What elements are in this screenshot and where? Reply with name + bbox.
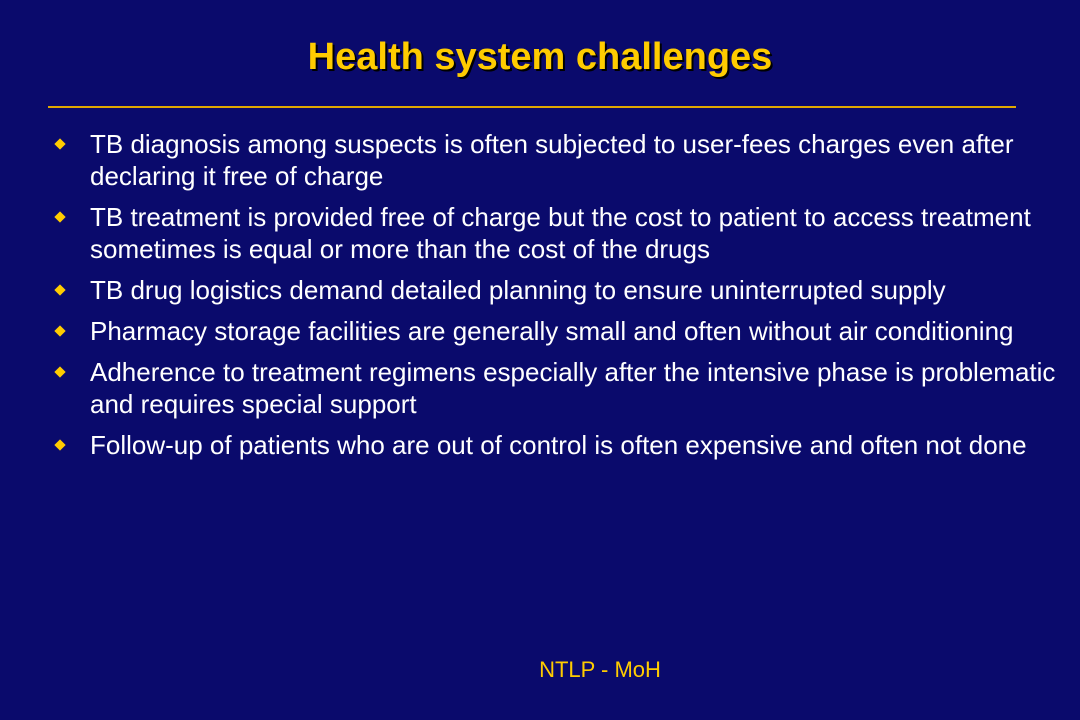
bullet-text: TB treatment is provided free of charge but the cost to patient to access treatment sometimes is equal or more than the cost of the drugs: [90, 202, 1031, 264]
bullet-text: TB drug logistics demand detailed planning to ensure uninterrupted supply: [90, 275, 946, 305]
bullet-text: Adherence to treatment regimens especially after the intensive phase is problematic and requires special support: [90, 357, 1056, 419]
bullet-text: Pharmacy storage facilities are generally small and often without air conditioning: [90, 316, 1014, 346]
slide-title: Health system challenges: [307, 36, 773, 78]
bullet-text: TB diagnosis among suspects is often subjected to user-fees charges even after declaring it free of charge: [90, 129, 1014, 191]
slide-footer: NTLP - MoH: [539, 657, 661, 682]
bullet-text: Follow-up of patients who are out of control is often expensive and often not done: [90, 430, 1027, 460]
